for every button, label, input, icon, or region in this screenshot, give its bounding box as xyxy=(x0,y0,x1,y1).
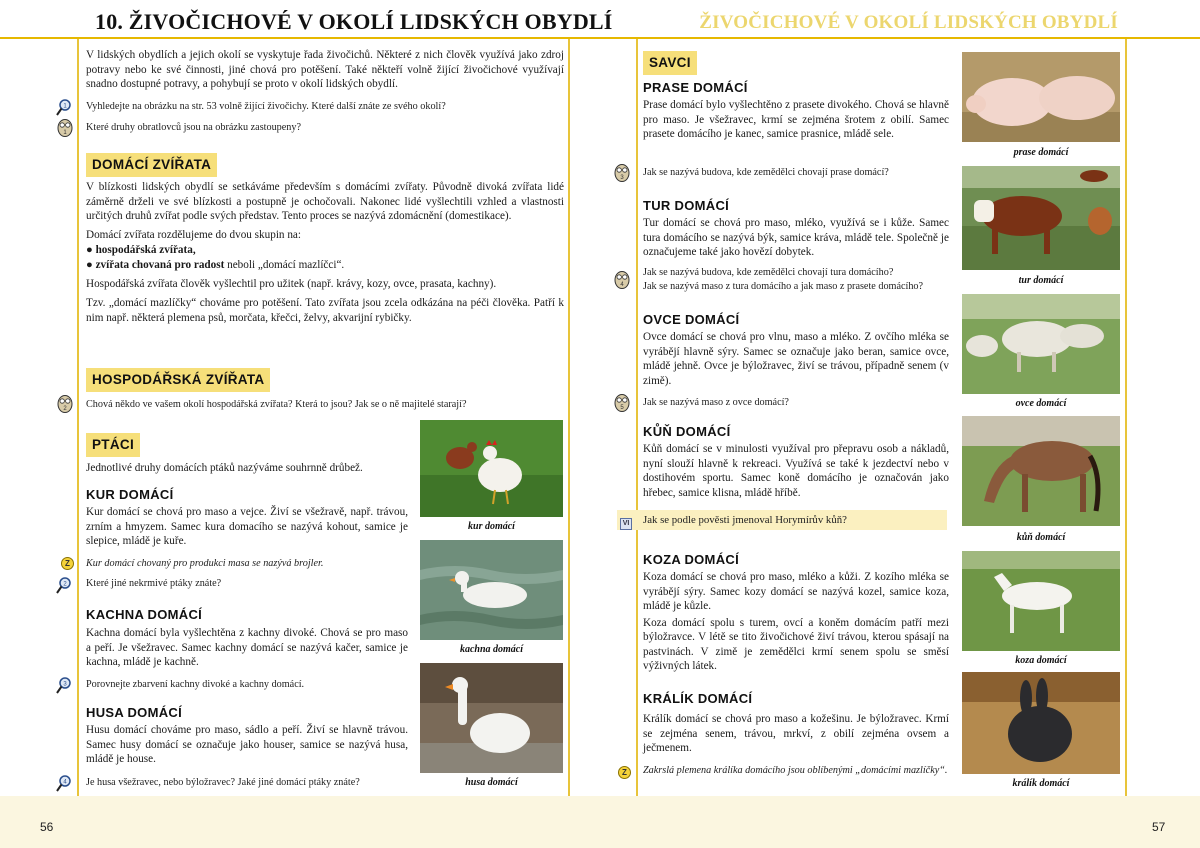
question-3: Chová někdo ve vašem okolí hospodářská zvířata? Která to jsou? Jak se o ně majitelé starají? xyxy=(86,399,467,410)
bullet-hospodarska: ● hospodářská zvířata, xyxy=(86,244,196,257)
heading-kralik-domaci: KRÁLÍK DOMÁCÍ xyxy=(643,691,753,706)
chapter-title: 10. ŽIVOČICHOVÉ V OKOLÍ LIDSKÝCH OBYDLÍ xyxy=(95,9,613,34)
zajimavost-icon: Z xyxy=(61,557,74,570)
domaci-section xyxy=(86,180,564,329)
ptaci-intro: Jednotlivé druhy domácích ptáků nazýváme souhrnně drůbež. xyxy=(86,462,363,474)
photo-kachna-domaci xyxy=(420,540,563,640)
svg-text:5: 5 xyxy=(620,405,624,411)
kralik-paragraph: Králík domácí se chová pro maso a kožešinu. Je býložravec. Krmí se zejména senem, trávou, mrkví, z obilí zejména ovsem a ječmenem. xyxy=(643,713,949,755)
question-9: Jak se nazývá maso z ovce domácí? xyxy=(643,397,789,408)
svg-text:1: 1 xyxy=(63,103,67,110)
photo-tur-domaci xyxy=(962,166,1120,270)
caption-koza: koza domácí xyxy=(1015,655,1067,666)
owl-icon xyxy=(57,393,73,413)
domaci-paragraph-4: Tzv. „domácí mazlíčky“ chováme pro potěšení. Tato zvířata jsou zcela odkázána na péči člověka. Patří k nim např. některá plemena psů, morčata, křečci, želvy, akvarijní rybičky. xyxy=(86,296,564,324)
question-4: Které jiné nekrmivé ptáky znáte? xyxy=(86,578,222,589)
vi-question: Jak se podle pověsti jmenoval Horymírův kůň? xyxy=(643,514,847,526)
zajimavost-icon: Z xyxy=(618,766,631,779)
vi-badge: VI xyxy=(620,518,632,530)
kun-paragraph: Kůň domácí se v minulosti využíval pro přepravu osob a nákladů, nyní slouží hlavně k rekreaci. Využívá se také k jezdectví nebo v dostihovém sportu. Samec koně domácího je označován jako hřebec, samice klisna, mládě hříbě. xyxy=(643,443,949,499)
photo-husa-domaci xyxy=(420,663,563,773)
photo-kur-domaci xyxy=(420,420,563,517)
magnifier-icon xyxy=(56,774,72,794)
husa-paragraph: Husu domácí chováme pro maso, sádlo a peří. Živí se hlavně trávou. Samec husy domácí se označuje jako houser, samice se nazývá husa, mládě je house. xyxy=(86,724,408,766)
svg-text:1: 1 xyxy=(63,130,67,136)
koza-paragraph-1: Koza domácí se chová pro maso, mléko a kůži. Z kozího mléka se vyrábějí sýry. Samec kozy domácí se nazývá kozel, samice koza, mládě je kůzle. xyxy=(643,571,949,613)
heading-kun-domaci: KŮŇ DOMÁCÍ xyxy=(643,424,731,439)
kralik-note: Zakrslá plemena králíka domácího jsou oblíbenými „domácími mazlíčky“. xyxy=(643,765,948,776)
koza-paragraph-2: Koza domácí spolu s turem, ovcí a koněm domácím patří mezi býložravce. V létě se tito živočichové živí trávou, kterou spásají na pastvinách. V zimě je zemědělci krmí senem spolu se směsí výživných látek. xyxy=(643,616,949,673)
prase-paragraph: Prase domácí bylo vyšlechtěno z prasete divokého. Chová se hlavně pro maso. Je všežravec, krmí se zejména šrotem z obilí. Samec prasete domácího je kanec, samice prasnice, mládě sele. xyxy=(643,99,949,141)
photo-koza-domaci xyxy=(962,551,1120,651)
heading-hospodarska-zvirata: HOSPODÁŘSKÁ ZVÍŘATA xyxy=(86,368,270,392)
heading-savci: SAVCI xyxy=(643,51,697,75)
photo-kralik-domaci xyxy=(962,672,1120,774)
heading-kur-domaci: KUR DOMÁCÍ xyxy=(86,487,174,502)
question-8b: Jak se nazývá maso z tura domácího a jak maso z prasete domácího? xyxy=(643,281,924,292)
owl-icon xyxy=(57,117,73,137)
right-margin-rule xyxy=(1125,39,1127,796)
tur-paragraph: Tur domácí se chová pro maso, mléko, využívá se i kůže. Samec tura domácího se nazývá býk, samice kráva, mládě tele. Společně je označujeme také jako hovězí dobytek. xyxy=(643,217,949,259)
caption-kun: kůň domácí xyxy=(1016,532,1066,543)
svg-text:4: 4 xyxy=(63,779,67,786)
caption-kachna: kachna domácí xyxy=(459,644,524,655)
magnifier-icon xyxy=(56,98,72,118)
heading-tur-domaci: TUR DOMÁCÍ xyxy=(643,198,730,213)
magnifier-icon xyxy=(56,576,72,596)
magnifier-icon xyxy=(56,676,72,696)
caption-prase: prase domácí xyxy=(1013,147,1069,158)
heading-kachna-domaci: KACHNA DOMÁCÍ xyxy=(86,607,203,622)
question-2: Které druhy obratlovců jsou na obrázku zastoupeny? xyxy=(86,122,301,133)
page-footer xyxy=(0,796,1200,848)
heading-prase-domaci: PRASE DOMÁCÍ xyxy=(643,80,748,95)
heading-koza-domaci: KOZA DOMÁCÍ xyxy=(643,552,739,567)
kur-note: Kur domácí chovaný pro produkci masa se nazývá brojler. xyxy=(86,558,324,569)
page-number-left: 56 xyxy=(40,820,54,834)
question-6: Je husa všežravec, nebo býložravec? Jaké jiné domácí ptáky znáte? xyxy=(86,777,360,788)
question-8a: Jak se nazývá budova, kde zemědělci chovají tura domácího? xyxy=(643,267,894,278)
page-number-right: 57 xyxy=(1152,820,1166,834)
domaci-paragraph-1: V blízkosti lidských obydlí se setkáváme především s domácími zvířaty. Původně divoká zvířata lidé záměrně drželi ve své blízkosti a postupně je ochočovali. Nakonec lidé vyšlechtili vzhled a vlastnosti určitých druhů zvířat podle svých představ. Tento proces se nazývá zdomácnění (domestikace). xyxy=(86,181,564,223)
question-5: Porovnejte zbarvení kachny divoké a kachny domácí. xyxy=(86,679,305,690)
header-rule xyxy=(0,37,1200,39)
svg-text:4: 4 xyxy=(620,282,624,288)
intro-paragraph: V lidských obydlích a jejich okolí se vyskytuje řada živočichů. Některé z nich člověk využívá jako zdroj potravy nebo ke své činnosti, jiné chová pro potěšení. Také někteří volně žijící živočichové využívají snadno dostupné potravy, a pohybují se proto v okolí lidských obydlí. xyxy=(86,49,564,91)
owl-icon xyxy=(614,269,630,289)
domaci-paragraph-3: Hospodářská zvířata člověk vyšlechtil pro užitek (např. krávy, kozy, ovce, prasata, kachny). xyxy=(86,278,497,291)
svg-text:3: 3 xyxy=(63,681,67,688)
question-7: Jak se nazývá budova, kde zemědělci chovají prase domácí? xyxy=(643,167,889,178)
right-page-left-rule xyxy=(636,39,638,796)
heading-domaci-zvirata: DOMÁCÍ ZVÍŘATA xyxy=(86,153,217,177)
photo-prase-domaci xyxy=(962,52,1120,142)
left-margin-rule xyxy=(77,39,79,796)
running-head: ŽIVOČICHOVÉ V OKOLÍ LIDSKÝCH OBYDLÍ xyxy=(699,12,1118,33)
koza-section xyxy=(643,570,949,678)
photo-ovce-domaci xyxy=(962,294,1120,394)
kachna-paragraph: Kachna domácí byla vyšlechtěna z kachny divoké. Chová se pro maso a peří. Je všežravec. Samec kachny domácí se nazývá kačer, samice je kachna, mládě je kachně. xyxy=(86,627,408,669)
kur-paragraph: Kur domácí se chová pro maso a vejce. Živí se všežravě, např. trávou, zrním a hmyzem. Samec kura domacího se nazývá kohout, samice je slepice, mládě je kuře. xyxy=(86,506,408,548)
domaci-paragraph-2: Domácí zvířata rozdělujeme do dvou skupin na: xyxy=(86,228,301,241)
svg-text:2: 2 xyxy=(63,406,67,412)
owl-icon xyxy=(614,162,630,182)
caption-husa: husa domácí xyxy=(465,777,518,788)
ovce-paragraph: Ovce domácí se chová pro vlnu, maso a mléko. Z ovčího mléka se vyrábějí hlavně sýry. Samec se označuje jako beran, samice ovce, mládě jehně. Ovce je býložravec, živí se trávou, případně senem (v zimě). xyxy=(643,331,949,387)
svg-text:2: 2 xyxy=(63,581,67,588)
left-page-right-rule xyxy=(568,39,570,796)
heading-husa-domaci: HUSA DOMÁCÍ xyxy=(86,705,182,720)
svg-text:3: 3 xyxy=(620,175,624,181)
photo-kun-domaci xyxy=(962,416,1120,526)
owl-icon xyxy=(614,392,630,412)
heading-ovce-domaci: OVCE DOMÁCÍ xyxy=(643,312,740,327)
question-1: Vyhledejte na obrázku na str. 53 volně žijící živočichy. Které další znáte ze svého okolí? xyxy=(86,101,446,112)
bullet-mazlicci: ● zvířata chovaná pro radost neboli „domácí mazlíčci“. xyxy=(86,258,345,271)
caption-kur: kur domácí xyxy=(468,521,515,532)
caption-tur: tur domácí xyxy=(1018,275,1064,286)
caption-ovce: ovce domácí xyxy=(1015,398,1067,409)
caption-kralik: králík domácí xyxy=(1012,778,1070,789)
heading-ptaci: PTÁCI xyxy=(86,433,140,457)
